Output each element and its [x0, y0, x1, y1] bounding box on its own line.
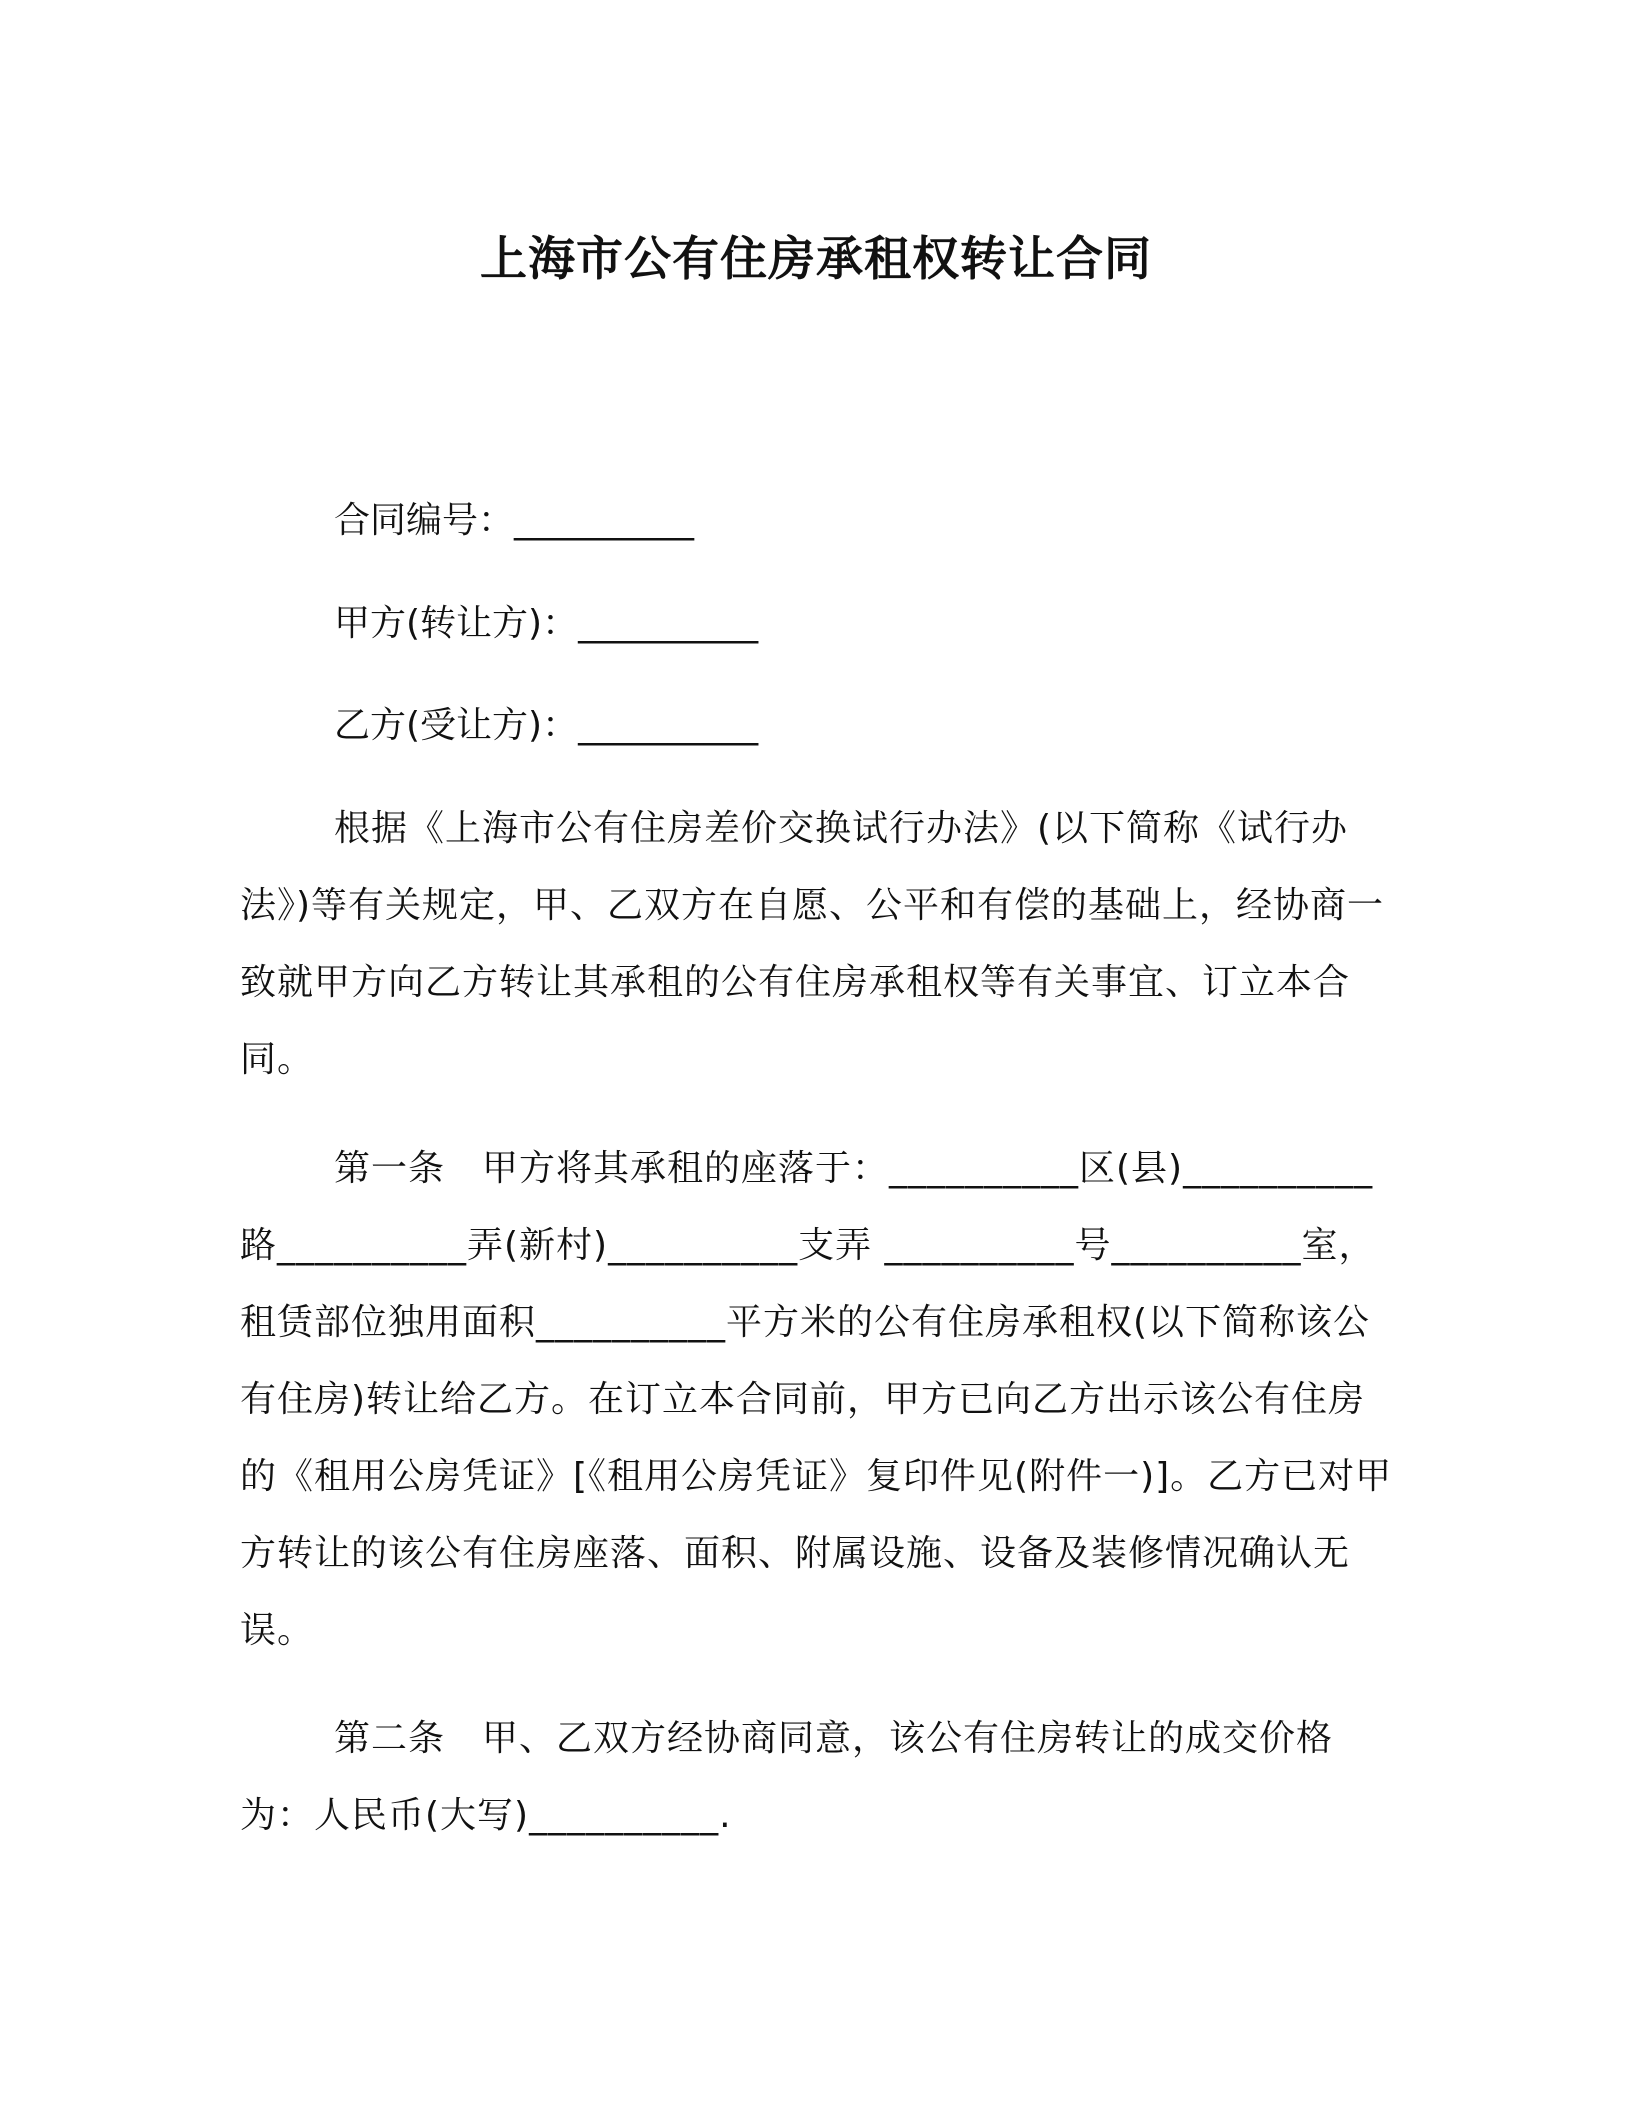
party-a-field: 甲方(转让方)：__________: [334, 603, 759, 644]
article-1-paragraph: 第一条 甲方将其承租的座落于：__________区(县)__________路__________弄(新村)__________支弄 __________号__________室，租赁部位独用面积__________平方米的公有住房承租权(以下简称该公有住房)转让给乙方。在订立本合同前，甲方已向乙方出示该公有住房的《租用公房凭证》[《租用公房凭证》复印件见(附件一)]。乙方已对甲方转让的该公有住房座落、面积、附属设施、设备及装修情况确认无误。: [240, 1148, 1393, 1651]
article-2-paragraph: 第二条 甲、乙双方经协商同意，该公有住房转让的成交价格为：人民币(大写)__________.: [240, 1718, 1334, 1836]
party-b-field: 乙方(受让方)：__________: [334, 705, 759, 746]
contract-number-field: 合同编号：__________: [334, 500, 695, 541]
contract-title: 上海市公有住房承租权转让合同: [480, 232, 1152, 287]
preamble-paragraph: 根据《上海市公有住房差价交换试行办法》(以下简称《试行办法》)等有关规定，甲、乙双方在自愿、公平和有偿的基础上，经协商一致就甲方向乙方转让其承租的公有住房承租权等有关事宜、订立本合同。: [240, 808, 1385, 1080]
